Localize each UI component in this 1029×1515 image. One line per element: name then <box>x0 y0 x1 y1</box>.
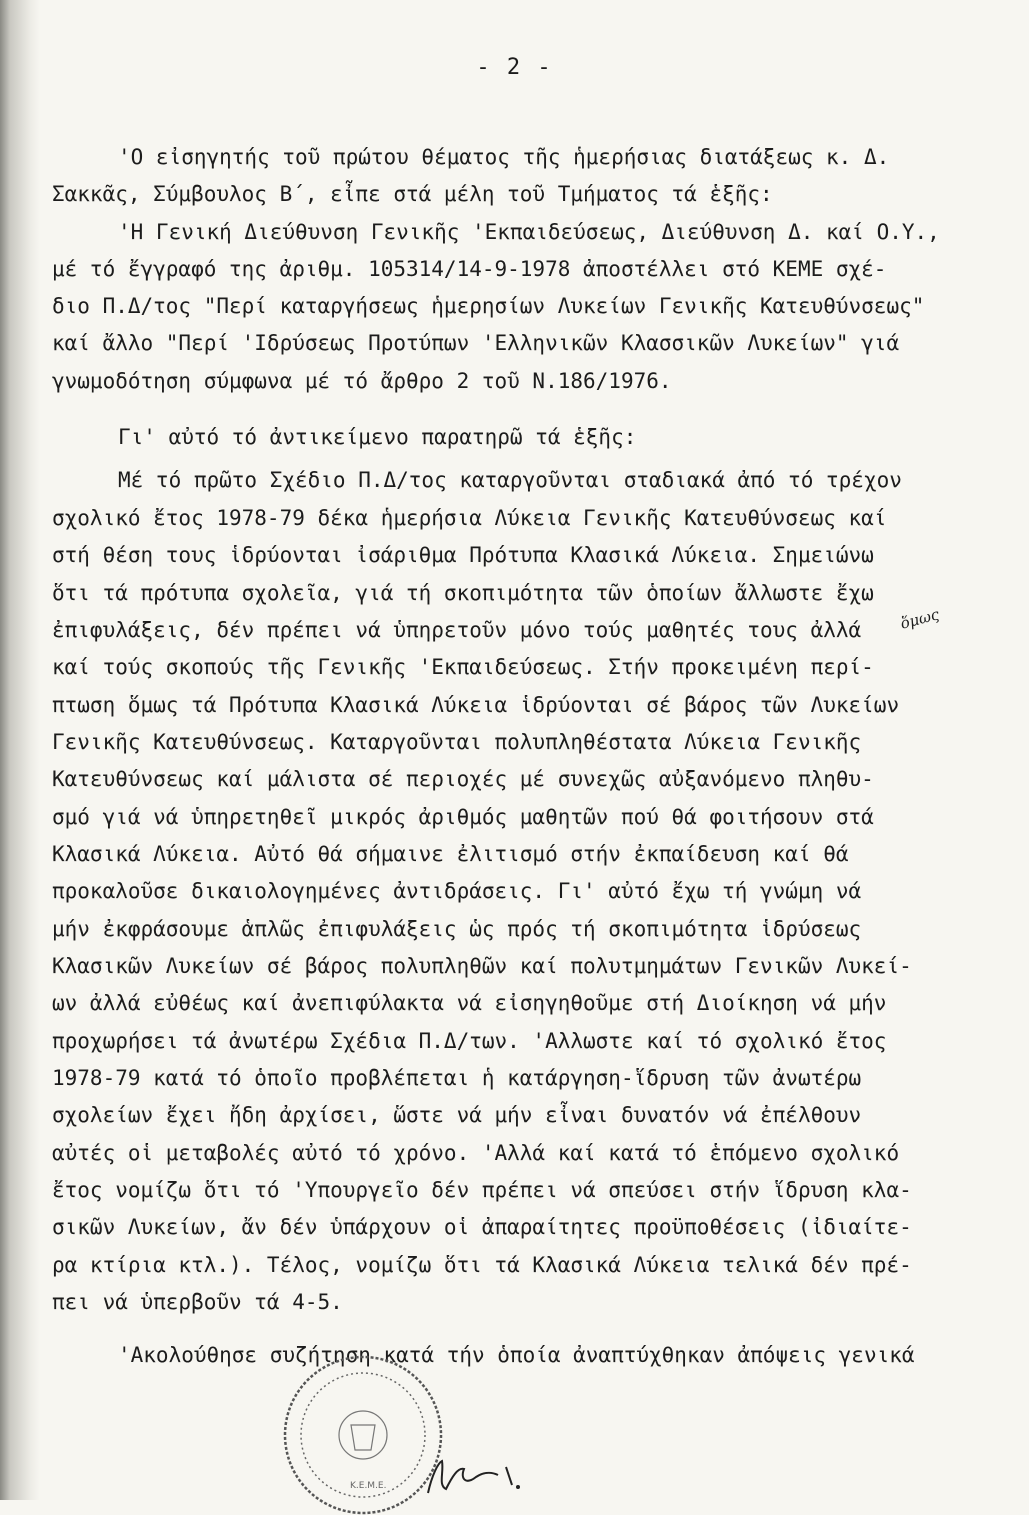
text-line: ἐπιφυλάξεις, δέν πρέπει νά ὑπηρετοῦν μόνο τούς μαθητές τους ἀλλά <box>52 618 862 642</box>
text-line: καί ἄλλο "Περί 'Ιδρύσεως Προτύπων 'Ελληνικῶν Κλασσικῶν Λυκείων" γιά <box>52 331 900 355</box>
text-line: Γι' αὐτό τό ἀντικείμενο παρατηρῶ τά ἑξῆς: <box>118 425 637 449</box>
handwritten-note: ὅμως <box>898 605 942 633</box>
page-number: - 2 - <box>476 55 553 80</box>
text-line: γνωμοδότηση σύμφωνα μέ τό ἄρθρο 2 τοῦ Ν.186/1976. <box>52 369 672 393</box>
text-line: μέ τό ἔγγραφό της ἀριθμ. 105314/14-9-1978 ἀποστέλλει στό ΚΕΜΕ σχέ- <box>52 257 887 281</box>
text-line: ὅτι τά πρότυπα σχολεῖα, γιά τή σκοπιμότητα τῶν ὁποίων ἄλλωστε ἔχω <box>52 581 874 605</box>
text-line: αὐτές οἱ μεταβολές αὐτό τό χρόνο. 'Αλλά καί κατά τό ἑπόμενο σχολικό <box>52 1141 900 1165</box>
text-line: ἔτος νομίζω ὅτι τό 'Υπουργεῖο δέν πρέπει νά σπεύσει στήν ἵδρυση κλα- <box>52 1178 912 1202</box>
text-line: Κατευθύνσεως καί μάλιστα σέ περιοχές μέ συνεχῶς αὐξανόμενο πληθυ- <box>52 767 874 791</box>
text-line: πτωση ὅμως τά Πρότυπα Κλασικά Λύκεια ἱδρύονται σέ βάρος τῶν Λυκείων <box>52 693 900 717</box>
text-line: ρα κτίρια κτλ.). Τέλος, νομίζω ὅτι τά Κλασικά Λύκεια τελικά δέν πρέ- <box>52 1253 912 1277</box>
text-line: Σακκᾶς, Σύμβουλος Β΄, εἶπε στά μέλη τοῦ Τμήματος τά ἑξῆς: <box>52 182 773 206</box>
text-line: μήν ἐκφράσουμε ἁπλῶς ἐπιφυλάξεις ὡς πρός τή σκοπιμότητα ἱδρύσεως <box>52 917 862 941</box>
text-line: 'Η Γενική Διεύθυνση Γενικῆς 'Εκπαιδεύσεως, Διεύθυνση Δ. καί Ο.Υ., <box>118 220 940 244</box>
seal-text: Κ.Ε.Μ.Ε. <box>350 1481 387 1491</box>
text-line: σχολικό ἔτος 1978-79 δέκα ἡμερήσια Λύκεια Γενικῆς Κατευθύνσεως καί <box>52 506 887 530</box>
text-line: σχολείων ἔχει ἤδη ἀρχίσει, ὥστε νά μήν εἶναι δυνατόν νά ἐπέλθουν <box>52 1103 862 1127</box>
text-line: Κλασικῶν Λυκείων σέ βάρος πολυπληθῶν καί πολυτμημάτων Γενικῶν Λυκεί- <box>52 954 912 978</box>
text-line: σμό γιά νά ὑπηρετηθεῖ μικρός ἀριθμός μαθητῶν πού θά φοιτήσουν στά <box>52 805 874 829</box>
text-line: 'Ακολούθησε συζήτηση κατά τήν ὁποία ἀναπτύχθηκαν ἀπόψεις γενικά <box>118 1343 915 1367</box>
text-line: διο Π.Δ/τος "Περί καταργήσεως ἡμερησίων Λυκείων Γενικῆς Κατευθύνσεως" <box>52 294 925 318</box>
text-line: 1978-79 κατά τό ὁποῖο προβλέπεται ἡ κατάργηση-ἵδρυση τῶν ἀνωτέρω <box>52 1066 862 1090</box>
text-line: καί τούς σκοπούς τῆς Γενικῆς 'Εκπαιδεύσεως. Στήν προκειμένη περί- <box>52 655 874 679</box>
text-line: σικῶν Λυκείων, ἄν δέν ὑπάρχουν οἱ ἀπαραίτητες προϋποθέσεις (ἰδιαίτε- <box>52 1215 912 1239</box>
handwritten-signature <box>420 1455 530 1500</box>
text-line: 'Ο εἰσηγητής τοῦ πρώτου θέματος τῆς ἡμερήσιας διατάξεως κ. Δ. <box>118 145 890 169</box>
text-line: ων ἀλλά εὐθέως καί ἀνεπιφύλακτα νά εἰσηγηθοῦμε στή Διοίκηση νά μήν <box>52 991 887 1015</box>
text-line: στή θέση τους ἱδρύονται ἰσάριθμα Πρότυπα Κλασικά Λύκεια. Σημειώνω <box>52 543 874 567</box>
text-line: πει νά ὑπερβοῦν τά 4-5. <box>52 1290 343 1314</box>
scanned-page-edge <box>0 0 40 1500</box>
text-line: προχωρήσει τά ἀνωτέρω Σχέδια Π.Δ/των. 'Αλλωστε καί τό σχολικό ἔτος <box>52 1029 887 1053</box>
text-line: Γενικῆς Κατευθύνσεως. Καταργοῦνται πολυπληθέστατα Λύκεια Γενικῆς <box>52 730 862 754</box>
text-line: Μέ τό πρῶτο Σχέδιο Π.Δ/τος καταργοῦνται σταδιακά ἀπό τό τρέχον <box>118 468 902 492</box>
text-line: προκαλοῦσε δικαιολογημένες ἀντιδράσεις. Γι' αὐτό ἔχω τή γνώμη νά <box>52 879 862 903</box>
text-line: Κλασικά Λύκεια. Αὐτό θά σήμαινε ἐλιτισμό στήν ἐκπαίδευση καί θά <box>52 842 849 866</box>
